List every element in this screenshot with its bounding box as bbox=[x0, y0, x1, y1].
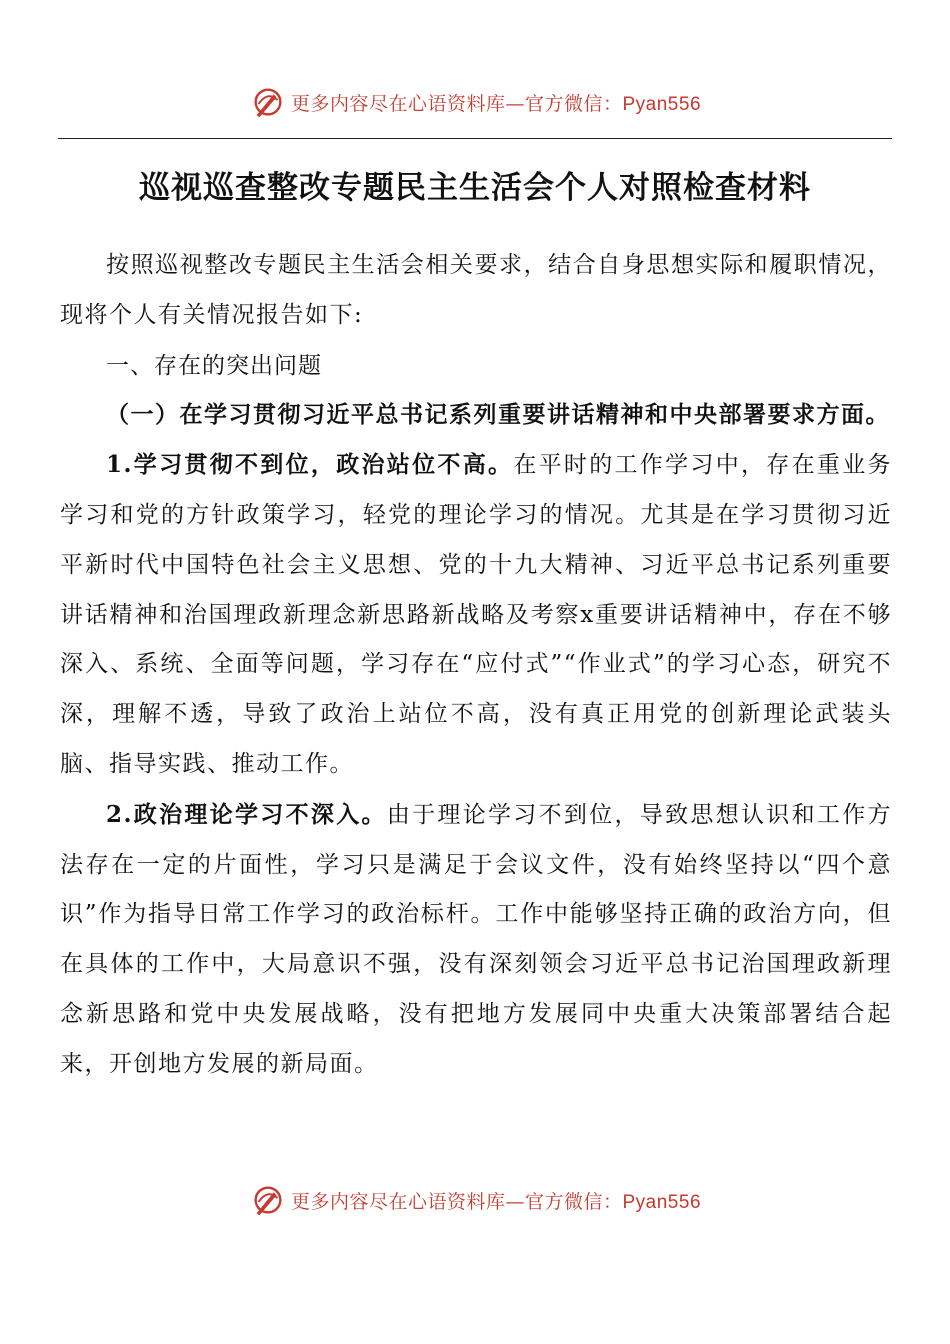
watermark-text: 更多内容尽在心语资料库—官方微信：Pyan556 bbox=[290, 92, 702, 115]
footer-watermark-banner bbox=[0, 1180, 950, 1220]
header-watermark-banner bbox=[0, 82, 950, 122]
item-2-body: 由于理论学习不到位，导致思想认识和工作方法存在一定的片面性，学习只是满足于会议文件，没有始终坚持以“四个意识”作为指导日常工作学习的政治标杆。工作中能够坚持正确的政治方向，但在具体的工作中，大局意识不强，没有深刻领会习近平总书记治国理政新理念新思路和党中央发展战略，没有把地方发展同中央重大决策部署结合起来，开创地方发展的新局面。 bbox=[60, 801, 893, 1077]
document-title: 巡视巡查整改专题民主生活会个人对照检查材料 bbox=[139, 170, 811, 206]
item-1-lead: 1.学习贯彻不到位，政治站位不高。 bbox=[106, 451, 514, 479]
intro-paragraph: 按照巡视整改专题民主生活会相关要求，结合自身思想实际和履职情况，现将个人有关情况报告如下: bbox=[60, 252, 892, 328]
watermark-text: 更多内容尽在心语资料库—官方微信：Pyan556 bbox=[290, 1190, 702, 1213]
pen-swirl-logo-icon bbox=[249, 83, 287, 121]
section-heading: 一、存在的突出问题 bbox=[106, 351, 322, 378]
item-2-paragraph bbox=[60, 790, 892, 1090]
item-1-paragraph bbox=[60, 440, 892, 790]
header-divider bbox=[58, 138, 892, 139]
pen-swirl-logo-icon bbox=[249, 1181, 287, 1219]
item-1-body: 在平时的工作学习中，存在重业务学习和党的方针政策学习，轻党的理论学习的情况。尤其是在学习贯彻习近平新时代中国特色社会主义思想、党的十九大精神、习近平总书记系列重要讲话精神和治国理政新理念新思路新战略及考察x重要讲话精神中，存在不够深入、系统、全面等问题，学习存在“应付式”“作业式”的学习心态，研究不深，理解不透，导致了政治上站位不高，没有真正用党的创新理论武装头脑、指导实践、推动工作。 bbox=[60, 452, 893, 777]
item-2-lead: 2.政治理论学习不深入。 bbox=[106, 800, 387, 828]
subsection-heading: （一）在学习贯彻习近平总书记系列重要讲话精神和中央部署要求方面。 bbox=[106, 401, 890, 429]
document-body bbox=[60, 241, 892, 1090]
